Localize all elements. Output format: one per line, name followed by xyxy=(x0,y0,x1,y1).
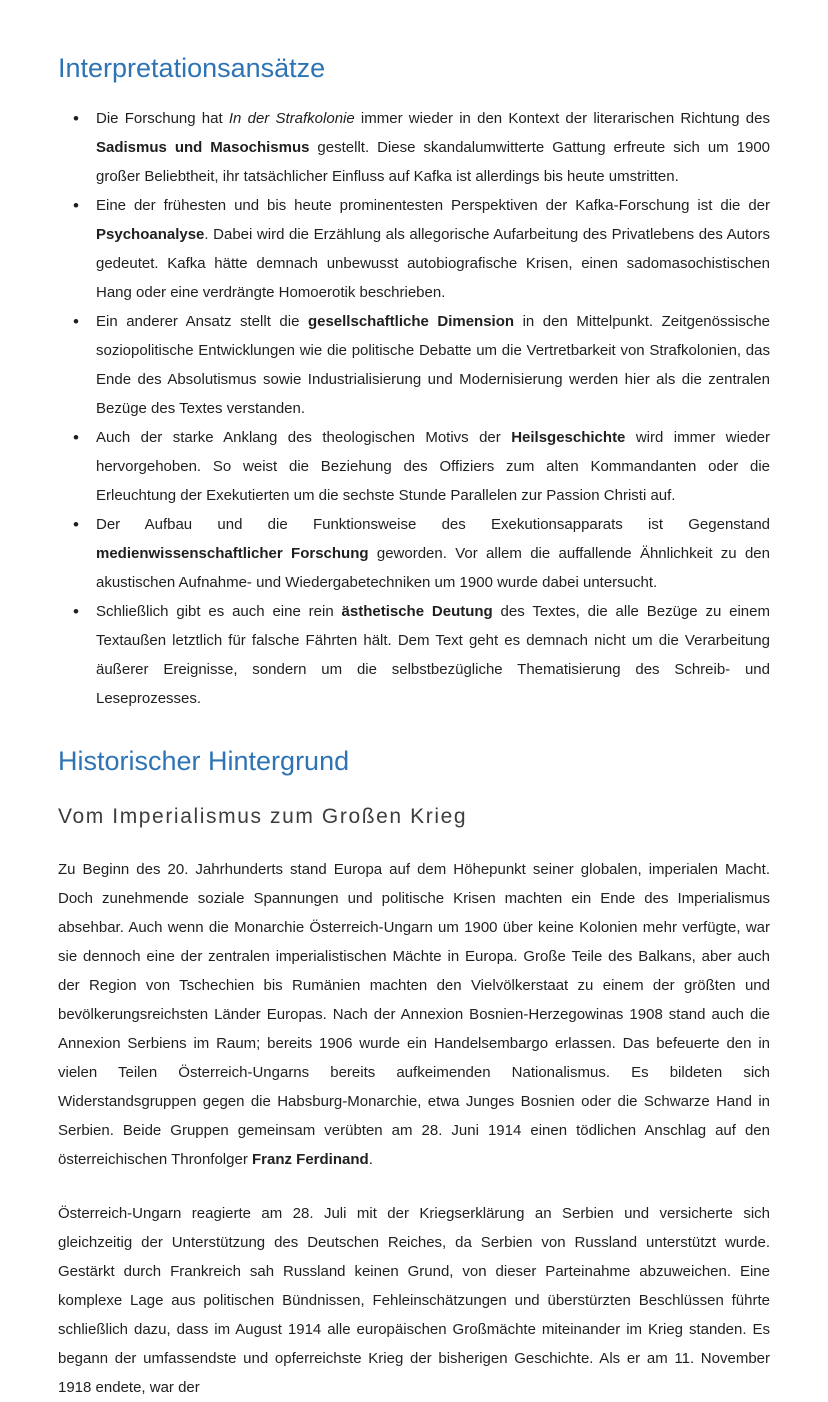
text-run: immer wieder in den Kontext der literarischen Richtung des xyxy=(354,110,770,128)
text-run: Auch der starke Anklang des theologischen Motivs der xyxy=(96,429,512,447)
text-run: Franz Ferdinand xyxy=(252,1151,369,1169)
text-run: In der Strafkolonie xyxy=(228,110,355,128)
text-run: gesellschaftliche Dimension xyxy=(307,313,515,331)
text-run: . Dabei wird die Erzählung als allegorische Aufarbeitung des Privatlebens des Autors gedeutet. Kafka hätte demnach unbewusst autobiografische Krisen, einen sadomasochistischen Hang oder eine verdrängte Homoerotik beschrieben. xyxy=(96,226,770,302)
bullet-item xyxy=(96,597,770,713)
text-run: Heilsgeschichte xyxy=(511,429,626,447)
text-run: Ein anderer Ansatz stellt die xyxy=(96,313,308,331)
text-run: Psychoanalyse xyxy=(96,226,205,244)
text-run: Eine der frühesten und bis heute prominentesten Perspektiven der Kafka-Forschung ist die der xyxy=(96,197,770,215)
text-run: Schließlich gibt es auch eine rein xyxy=(96,603,342,621)
section-historical xyxy=(58,745,770,1402)
bullet-item xyxy=(96,191,770,307)
text-run: in den Mittelpunkt. Zeitgenössische soziopolitische Entwicklungen wie die politische Debatte um die Vertretbarkeit von Strafkolonien, das Ende des Absolutismus sowie Industrialisierung und Modernisierung werden hier als die zentralen Bezüge des Textes verstanden. xyxy=(96,313,770,418)
text-run: Die Forschung hat xyxy=(96,110,229,128)
section-interpretation xyxy=(58,52,770,713)
text-run: Zu Beginn des 20. Jahrhunderts stand Europa auf dem Höhepunkt seiner globalen, imperialen Macht. Doch zunehmende soziale Spannungen und politische Krisen machten ein Ende des Imperialismus absehbar. Auch wenn die Monarchie Österreich-Ungarn um 1900 über keine Kolonien mehr verfügte, war sie dennoch eine der zentralen imperialistischen Mächte in Europa. Große Teile des Balkans, aber auch der Region von Tschechien bis Rumänien machten den Vielvölkerstaat zu einem der größten und bevölkerungsreichsten Länder Europas. Nach der Annexion Bosnien-Herzegowinas 1908 stand auch die Annexion Serbiens im Raum; bereits 1906 wurde ein Handelsembargo erlassen. Das befeuerte den in vielen Teilen Österreich-Ungarns bereits aufkeimenden Nationalismus. Es bildeten sich Widerstandsgruppen gegen die Habsburg-Monarchie, etwa Junges Bosnien oder die Schwarze Hand in Serbien. Beide Gruppen gemeinsam verübten am 28. Juni 1914 einen tödlichen Anschlag auf den österreichischen Thronfolger xyxy=(58,861,770,1169)
text-run: gestellt. Diese skandalumwitterte Gattung erfreute sich um 1900 großer Beliebtheit, ihr tatsächlicher Einfluss auf Kafka ist allerdings bis heute umstritten. xyxy=(96,139,770,186)
text-run: wird immer wieder hervorgehoben. So weist die Beziehung des Offiziers zum alten Kommandanten oder die Erleuchtung der Exekutierten um die sechste Stunde Parallelen zur Passion Christi auf. xyxy=(96,429,770,505)
subsection-title-imperialismus: Vom Imperialismus zum Großen Krieg xyxy=(58,804,468,828)
section-title-historical: Historischer Hintergrund xyxy=(58,746,350,777)
historical-paragraphs xyxy=(58,855,770,1402)
body-paragraph xyxy=(58,855,770,1174)
text-run: . xyxy=(368,1151,373,1169)
bullet-item xyxy=(96,510,770,597)
text-run: Der Aufbau und die Funktionsweise des Exekutionsapparats ist Gegenstand xyxy=(96,516,770,534)
bullet-item xyxy=(96,104,770,191)
interpretation-bullet-list xyxy=(58,104,770,713)
section-title-interpretation: Interpretationsansätze xyxy=(58,53,326,83)
text-run: des Textes, die alle Bezüge zu einem Textaußen letztlich für falsche Fährten hält. Dem Text geht es demnach nicht um die Verarbeitung äußerer Ereignisse, sondern um die selbstbezügliche Thematisierung des Schreib- und Leseprozesses. xyxy=(96,603,770,708)
body-paragraph xyxy=(58,1199,770,1402)
text-run: Österreich-Ungarn reagierte am 28. Juli mit der Kriegserklärung an Serbien und versicherte sich gleichzeitig der Unterstützung des Deutschen Reiches, da Serbien von Russland unterstützt wurde. Gestärkt durch Frankreich sah Russland keinen Grund, von dieser Parteinahme abzuweichen. Eine komplexe Lage aus politischen Bündnissen, Fehleinschätzungen und überstürzten Beschlüssen führte schließlich dazu, dass im August 1914 alle europäischen Großmächte miteinander im Krieg standen. Es begann der umfassendste und opferreichste Krieg der bisherigen Geschichte. Als er am 11. November 1918 endete, war der xyxy=(58,1205,770,1397)
bullet-item xyxy=(96,423,770,510)
bullet-item xyxy=(96,307,770,423)
text-run: ästhetische Deutung xyxy=(341,603,493,621)
text-run: medienwissenschaftlicher Forschung xyxy=(96,545,369,563)
text-run: Sadismus und Masochismus xyxy=(96,139,310,157)
text-run: geworden. Vor allem die auffallende Ähnlichkeit zu den akustischen Aufnahme- und Wiedergabetechniken um 1900 wurde dabei untersucht. xyxy=(96,545,770,592)
